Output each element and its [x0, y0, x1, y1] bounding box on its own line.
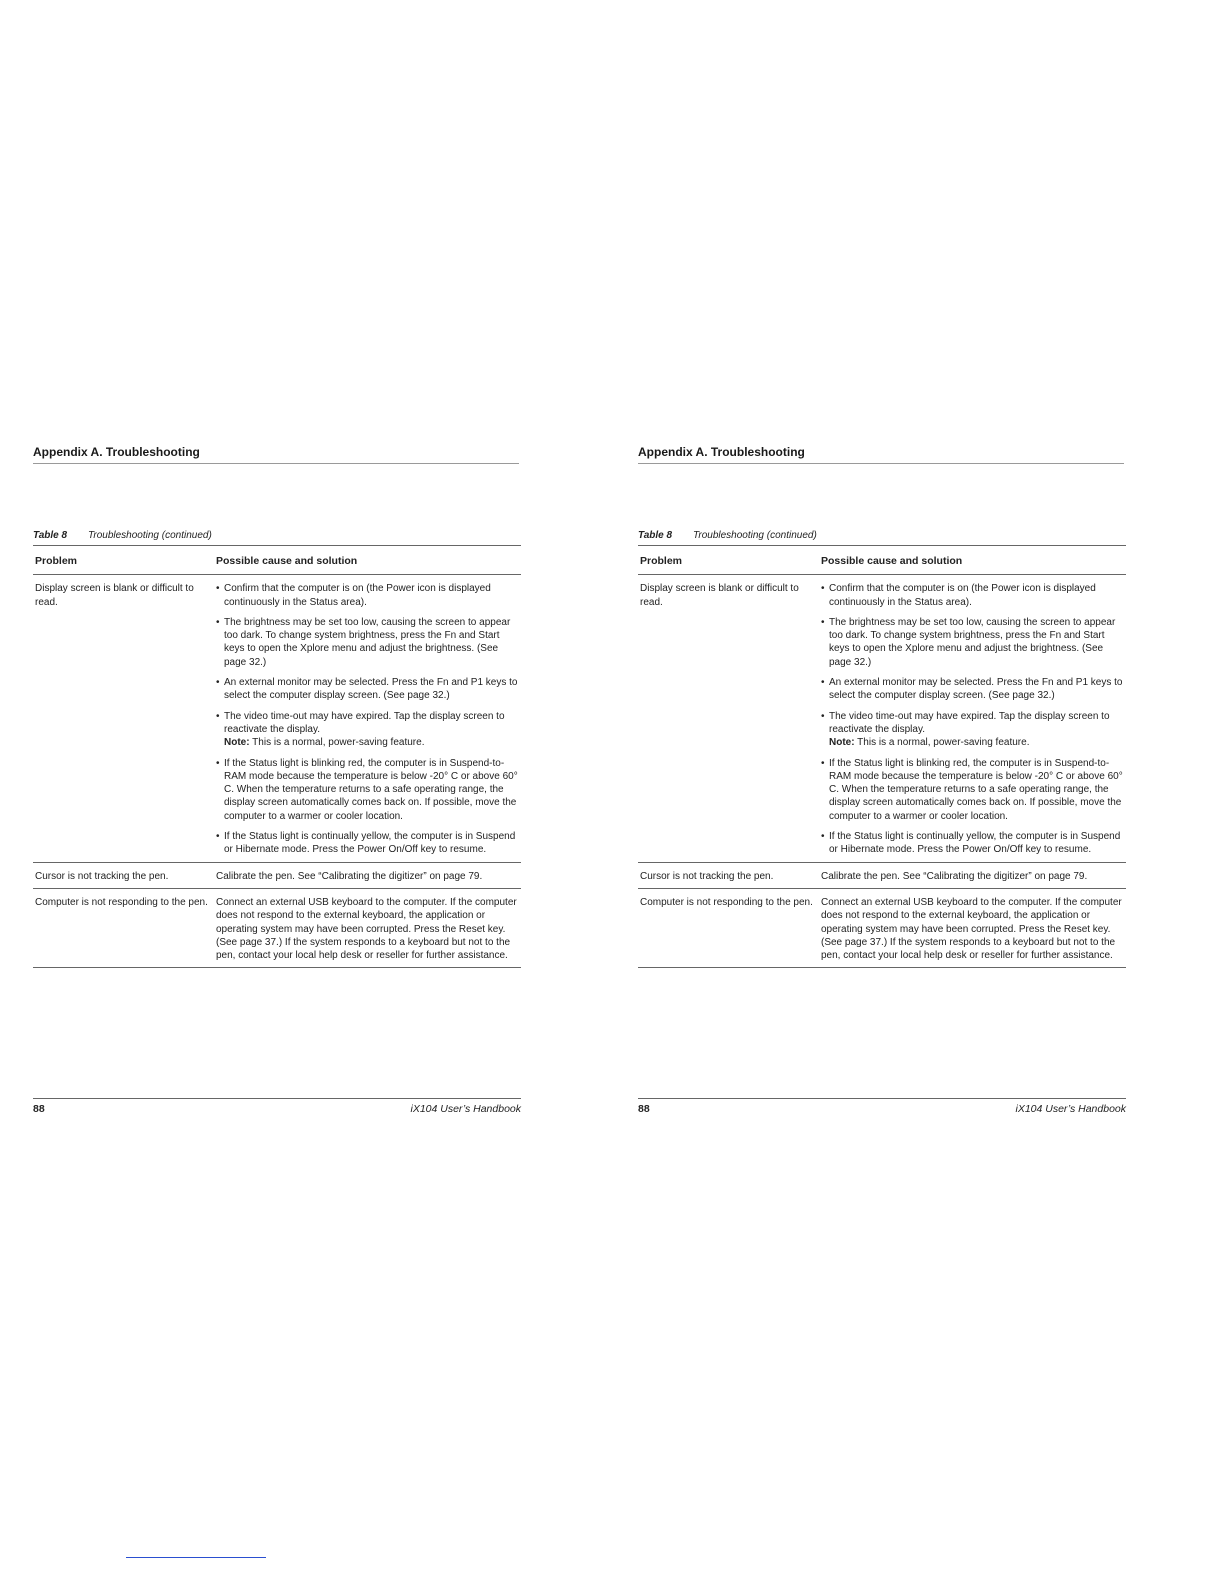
- list-item: • The brightness may be set too low, causing the screen to appear too dark. To change system brightness, press the Fn and Start keys to open the Xplore menu and adjust the brightness. (See page 32.): [216, 616, 511, 668]
- table-row: [33, 575, 521, 862]
- troubleshooting-table: [638, 545, 1126, 968]
- troubleshooting-table: [33, 545, 521, 968]
- note-text: This is a normal, power-saving feature.: [252, 737, 425, 749]
- solution-cell: [214, 575, 521, 862]
- problem-cell: Display screen is blank or difficult to read.: [638, 575, 819, 862]
- page-footer: [33, 1098, 521, 1115]
- note-label: Note:: [224, 737, 250, 749]
- bullet-icon: •: [821, 710, 825, 722]
- note-text: This is a normal, power-saving feature.: [857, 737, 1030, 749]
- table-row: [33, 888, 521, 967]
- page-right: [638, 0, 1128, 1584]
- table-row: [638, 862, 1126, 888]
- bullet-icon: •: [216, 831, 220, 843]
- solution-cell: Calibrate the pen. See “Calibrating the digitizer” on page 79.: [214, 862, 521, 888]
- table-caption-text: Troubleshooting (continued): [693, 530, 817, 541]
- table-caption-text: Troubleshooting (continued): [88, 530, 212, 541]
- table-caption: [638, 530, 1126, 541]
- note-label: Note:: [829, 737, 855, 749]
- table-row: [638, 888, 1126, 967]
- bullet-icon: •: [821, 757, 825, 769]
- table-row: [33, 862, 521, 888]
- table-row: [638, 575, 1126, 862]
- list-item: • If the Status light is blinking red, the computer is in Suspend-to-RAM mode because the temperature is below -20° C or above 60° C. When the temperature returns to a safe operating range, the display screen automatically comes back on. If possible, move the computer to a warmer or cooler location.: [216, 757, 518, 822]
- bullet-icon: •: [216, 677, 220, 689]
- header-title: Appendix A. Troubleshooting: [638, 445, 805, 459]
- column-header-solution: Possible cause and solution: [214, 546, 521, 575]
- solution-cell: Calibrate the pen. See “Calibrating the digitizer” on page 79.: [819, 862, 1126, 888]
- problem-cell: Cursor is not tracking the pen.: [33, 862, 214, 888]
- header-title: Appendix A. Troubleshooting: [33, 445, 200, 459]
- page-header: [33, 443, 519, 464]
- page-number: 88: [33, 1103, 45, 1115]
- list-item: • An external monitor may be selected. Press the Fn and P1 keys to select the computer display screen. (See page 32.): [821, 677, 1123, 702]
- solution-cell: Connect an external USB keyboard to the computer. If the computer does not respond to the external keyboard, the application or operating system may have been corrupted. Press the Reset key. (See page 37.) If the system responds to a keyboard but not to the pen, contact your local help desk or reseller for further assistance.: [819, 888, 1126, 967]
- problem-cell: Cursor is not tracking the pen.: [638, 862, 819, 888]
- list-item: • If the Status light is continually yellow, the computer is in Suspend or Hibernate mode. Press the Power On/Off key to resume.: [821, 831, 1121, 856]
- solution-list: [216, 582, 519, 856]
- table-header-row: [638, 546, 1126, 575]
- page-left: [33, 0, 523, 1584]
- link-underline[interactable]: [126, 1557, 266, 1558]
- solution-cell: Connect an external USB keyboard to the computer. If the computer does not respond to the external keyboard, the application or operating system may have been corrupted. Press the Reset key. (See page 37.) If the system responds to a keyboard but not to the pen, contact your local help desk or reseller for further assistance.: [214, 888, 521, 967]
- list-item: • If the Status light is blinking red, the computer is in Suspend-to-RAM mode because the temperature is below -20° C or above 60° C. When the temperature returns to a safe operating range, the display screen automatically comes back on. If possible, move the computer to a warmer or cooler location.: [821, 757, 1123, 822]
- bullet-icon: •: [821, 677, 825, 689]
- list-item: • Confirm that the computer is on (the Power icon is displayed continuously in the Status area).: [216, 583, 491, 608]
- list-item: • The video time-out may have expired. Tap the display screen to reactivate the display. Note: This is a normal, power-saving feature.: [216, 710, 505, 749]
- bullet-icon: •: [821, 583, 825, 595]
- solution-cell: [819, 575, 1126, 862]
- bullet-icon: •: [821, 831, 825, 843]
- bullet-icon: •: [216, 710, 220, 722]
- book-title: iX104 User’s Handbook: [1015, 1103, 1126, 1115]
- page-header: [638, 443, 1124, 464]
- bullet-icon: •: [216, 757, 220, 769]
- column-header-problem: Problem: [33, 546, 214, 575]
- problem-cell: Display screen is blank or difficult to read.: [33, 575, 214, 862]
- bullet-icon: •: [216, 616, 220, 628]
- list-item: • The video time-out may have expired. Tap the display screen to reactivate the display. Note: This is a normal, power-saving feature.: [821, 710, 1110, 749]
- column-header-solution: Possible cause and solution: [819, 546, 1126, 575]
- page-footer: [638, 1098, 1126, 1115]
- column-header-problem: Problem: [638, 546, 819, 575]
- table-number: Table 8: [638, 530, 673, 541]
- page-number: 88: [638, 1103, 650, 1115]
- list-item: • If the Status light is continually yellow, the computer is in Suspend or Hibernate mode. Press the Power On/Off key to resume.: [216, 831, 516, 856]
- bullet-icon: •: [216, 583, 220, 595]
- list-item: • An external monitor may be selected. Press the Fn and P1 keys to select the computer display screen. (See page 32.): [216, 677, 518, 702]
- bullet-icon: •: [821, 616, 825, 628]
- problem-cell: Computer is not responding to the pen.: [638, 888, 819, 967]
- list-item: • The brightness may be set too low, causing the screen to appear too dark. To change system brightness, press the Fn and Start keys to open the Xplore menu and adjust the brightness. (See page 32.): [821, 616, 1116, 668]
- table-number: Table 8: [33, 530, 68, 541]
- list-item: • Confirm that the computer is on (the Power icon is displayed continuously in the Status area).: [821, 583, 1096, 608]
- table-header-row: [33, 546, 521, 575]
- solution-list: [821, 582, 1124, 856]
- problem-cell: Computer is not responding to the pen.: [33, 888, 214, 967]
- book-title: iX104 User’s Handbook: [410, 1103, 521, 1115]
- table-caption: [33, 530, 521, 541]
